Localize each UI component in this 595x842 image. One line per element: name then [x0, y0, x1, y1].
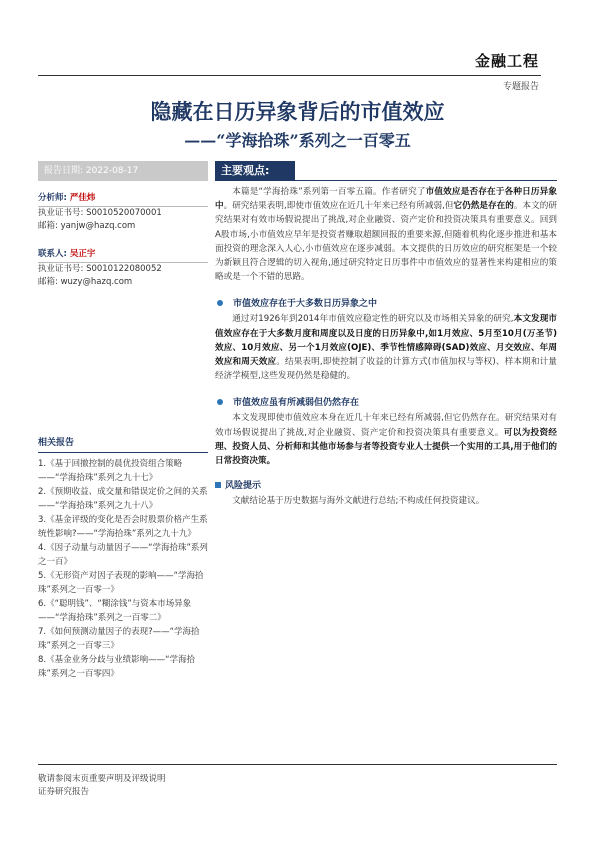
report-date-label: 报告日期: — [44, 166, 84, 176]
analyst-heading — [38, 191, 208, 203]
main-heading-bar — [215, 161, 557, 181]
related-report-item[interactable]: 8.《基金业务分歧与业绩影响——“学海拾珠”系列之一百零四》 — [38, 655, 196, 679]
related-reports-heading: 相关报告 — [38, 438, 75, 448]
bullet-dot-icon — [217, 300, 223, 306]
contact-name: 吴正宇 — [69, 249, 96, 259]
report-date-bar — [38, 161, 208, 181]
analyst-email: 邮箱: yanjw@hazq.com — [38, 221, 136, 231]
footer-rule — [38, 764, 557, 765]
related-report-item[interactable]: 3.《基金评级的变化是否会时股票价格产生系统性影响?——“学海拾珠”系列之九十九》 — [38, 515, 208, 539]
bullet-dot-icon — [217, 399, 223, 405]
section-heading-text: 市值效应虽有所减弱但仍然存在 — [233, 398, 360, 409]
document-type: 专题报告 — [502, 82, 539, 92]
brand-title: 金融工程 — [474, 52, 539, 70]
risk-heading-text: 风险提示 — [225, 481, 262, 492]
footer-disclaimer[interactable]: 敬请参阅末页重要声明及评级说明 — [38, 774, 166, 784]
square-bullet-icon — [215, 482, 221, 488]
main-heading: 主要观点: — [215, 161, 295, 181]
related-report-item[interactable]: 6.《“聪明钱”、“糊涂钱”与资本市场异象——“学海拾珠”系列之一百零二》 — [38, 599, 192, 623]
related-report-item[interactable]: 4.《因子动量与动量因子——“学海拾珠”系列之一百》 — [38, 543, 208, 567]
divider — [38, 452, 208, 453]
contact-email: 邮箱: wuzy@hazq.com — [38, 277, 133, 287]
analyst-name: 严佳炜 — [69, 193, 96, 203]
related-reports-list — [38, 457, 208, 681]
summary-paragraph: 本篇是“学海拾珠”系列第一百零五篇。作者研究了市值效应是否存在于各种日历异象中。研究结果表明,即使市值效应在近几十年来已经有所减弱,但它仍然是存在的。本文的研究结果对有效市场假说提出了挑战,对企业融资、资产定价和投资决策具有重要意义。回到A股市场,小市值效应早年是投资者赚取超额回报的重要来源,但随着机构化逐步推进和基本面投资的理念深入人心,小市值效应在逐步减弱。本文提供的日历效应的研究框架是一个较为新颖且符合逻辑的切入视角,通过研究特定日历事件中市值效应的显著性来构建相应的策略或是一个不错的思路。 — [215, 187, 557, 283]
related-report-item[interactable]: 1.《基于回撤控制的晨优投资组合策略——“学海拾珠”系列之九十七》 — [38, 459, 183, 483]
heading-rule — [295, 180, 557, 181]
section-heading — [215, 296, 557, 309]
report-subtitle: ——“学海拾珠”系列之一百零五 — [184, 131, 411, 150]
section-paragraph: 本文发现即使市值效应本身在近几十年来已经有所减弱,但它仍然存在。研究结果对有效市场假说提出了挑战,对企业融资、资产定价和投资决策具有重要意义。可以为投资经理、投资人员、分析师和其他市场参与者等投资专业人士提供一个实用的工具,用于他们的日常投资决策。 — [215, 413, 557, 467]
section-heading — [215, 395, 557, 408]
risk-text: 文献结论基于历史数据与海外文献进行总结;不构成任何投资建议。 — [232, 496, 485, 507]
section-paragraph: 通过对1926年到2014年市值效应稳定性的研究以及市场相关异象的研究,本文发现市值效应存在于大多数月度和周度以及日度的日历异象中,如1月效应、5月至10月(万圣节)效应、10月效应、另一个1月效应(OJE)、季节性情感障碍(SAD)效应、月交效应、年周效应和周天效应。结果表明,即使控制了收益的计算方式(市值加权与等权)、样本期和计量经济学模型,这些发现仍然是稳健的。 — [215, 314, 557, 382]
contact-cert: 执业证书号: S0010122080052 — [38, 264, 162, 274]
contact-heading — [38, 247, 208, 259]
related-report-item[interactable]: 7.《如何预测动量因子的表现?——“学海拾珠”系列之一百零三》 — [38, 627, 200, 651]
section-heading-text: 市值效应存在于大多数日历异象之中 — [233, 299, 378, 310]
contact-label: 联系人: — [38, 249, 67, 259]
main-content — [215, 161, 557, 508]
report-title: 隐藏在日历异象背后的市值效应 — [150, 99, 445, 124]
related-report-item[interactable]: 5.《无形资产对因子表现的影响——“学海拾珠”系列之一百零一》 — [38, 571, 204, 595]
analyst-label: 分析师: — [38, 193, 67, 203]
sidebar — [38, 161, 208, 681]
risk-heading — [215, 478, 557, 491]
analyst-cert: 执业证书号: S0010520070001 — [38, 208, 162, 218]
related-report-item[interactable]: 2.《预期收益、成交量和错误定价之间的关系——“学海拾珠”系列之九十八》 — [38, 487, 208, 511]
header-rule — [38, 75, 541, 76]
report-date-value: 2022-08-17 — [85, 166, 139, 176]
footer — [38, 773, 166, 799]
footer-report-type: 证券研究报告 — [38, 787, 90, 797]
